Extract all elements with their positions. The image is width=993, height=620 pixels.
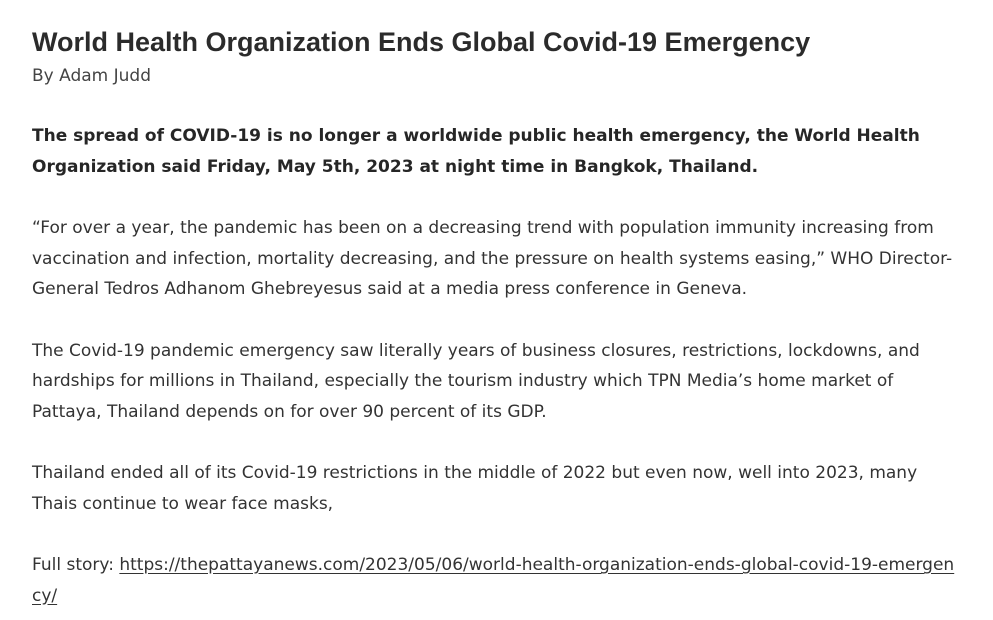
quote-paragraph: “For over a year, the pandemic has been on a decreasing trend with population immunity increasing from vaccination and infection, mortality decreasing, and the pressure on health systems easing,” WHO Director-General Tedros Adhanom Ghebreyesus said at a media press conference in Geneva.: [32, 218, 953, 299]
full-story-label: Full story:: [32, 555, 120, 575]
impact-paragraph: The Covid-19 pandemic emergency saw literally years of business closures, restrictions, lockdowns, and hardships for millions in Thailand, especially the tourism industry which TPN Media’s home market of Pattaya, Thailand depends on for over 90 percent of its GDP.: [32, 340, 920, 422]
article: [32, 26, 962, 611]
article-title: World Health Organization Ends Global Covid-19 Emergency: [32, 27, 811, 57]
article-byline: By Adam Judd: [32, 66, 151, 86]
full-story-line: [32, 550, 962, 611]
restrictions-paragraph: Thailand ended all of its Covid-19 restrictions in the middle of 2022 but even now, well into 2023, many Thais continue to wear face masks,: [32, 463, 918, 514]
full-story-link[interactable]: https://thepattayanews.com/2023/05/06/world-health-organization-ends-global-covid-19-emergency/: [32, 555, 955, 606]
lead-paragraph: The spread of COVID-19 is no longer a worldwide public health emergency, the World Health Organization said Friday, May 5th, 2023 at night time in Bangkok, Thailand.: [32, 126, 920, 177]
